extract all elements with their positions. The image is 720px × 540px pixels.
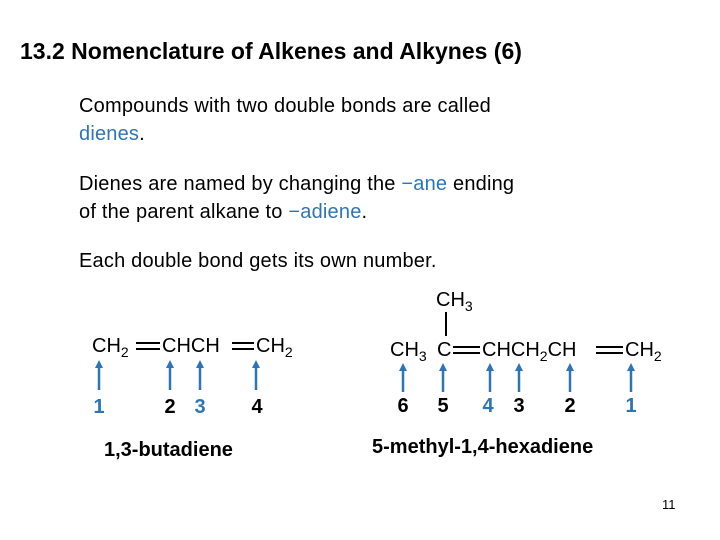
mol2-num-5: 5 [437, 395, 449, 417]
p1-text: Compounds with two double bonds are called [79, 95, 491, 117]
mol1-ch2-a: $CH_2$ [92, 335, 129, 360]
p1-highlight: dienes [79, 123, 140, 145]
p2-d: of the parent alkane to [79, 201, 289, 223]
mol1-ch2-b: $CH_2$ [256, 335, 293, 360]
p2-c: ending [447, 173, 515, 195]
slide-title: 13.2 Nomenclature of Alkenes and Alkynes (6) [20, 38, 522, 64]
mol2-num-6: 6 [397, 395, 409, 417]
paragraph-numbering: Each double bond gets its own number. [79, 250, 437, 272]
mol1-num-2: 2 [164, 396, 176, 418]
hexadiene-numbers [397, 395, 636, 417]
mol2-name: 5-methyl-1,4-hexadiene [372, 436, 594, 458]
p2-a: Dienes are named by changing the [79, 173, 402, 195]
mol2-ch3: $CH_3$ [390, 339, 427, 364]
mol2-methyl: $CH_3$ [436, 289, 473, 314]
mol1-num-3: 3 [194, 396, 206, 418]
butadiene-formula [92, 335, 293, 360]
butadiene-arrows [99, 364, 256, 390]
mol2-num-2: 2 [564, 395, 576, 417]
mol2-num-3: 3 [513, 395, 525, 417]
mol2-ch2-end: $CH_2$ [625, 339, 662, 364]
mol1-name: 1,3-butadiene [104, 439, 233, 461]
page-number: 11 [662, 497, 676, 512]
hexadiene-arrows [403, 367, 631, 392]
mol1-num-4: 4 [251, 396, 263, 418]
mol2-num-4: 4 [482, 395, 494, 417]
p2-e: −adiene [288, 201, 362, 223]
butadiene-numbers [93, 396, 263, 418]
mol2-c: C [437, 339, 452, 361]
mol1-chch: CHCH [162, 335, 220, 357]
hexadiene-formula [390, 289, 662, 364]
p1-end: . [139, 123, 145, 145]
p2-f: . [361, 201, 368, 223]
p2-b: −ane [401, 173, 448, 195]
mol2-num-1: 1 [625, 395, 637, 417]
mol1-num-1: 1 [93, 396, 105, 418]
mol2-chch2: $CHCH_2CH$ [482, 339, 577, 364]
